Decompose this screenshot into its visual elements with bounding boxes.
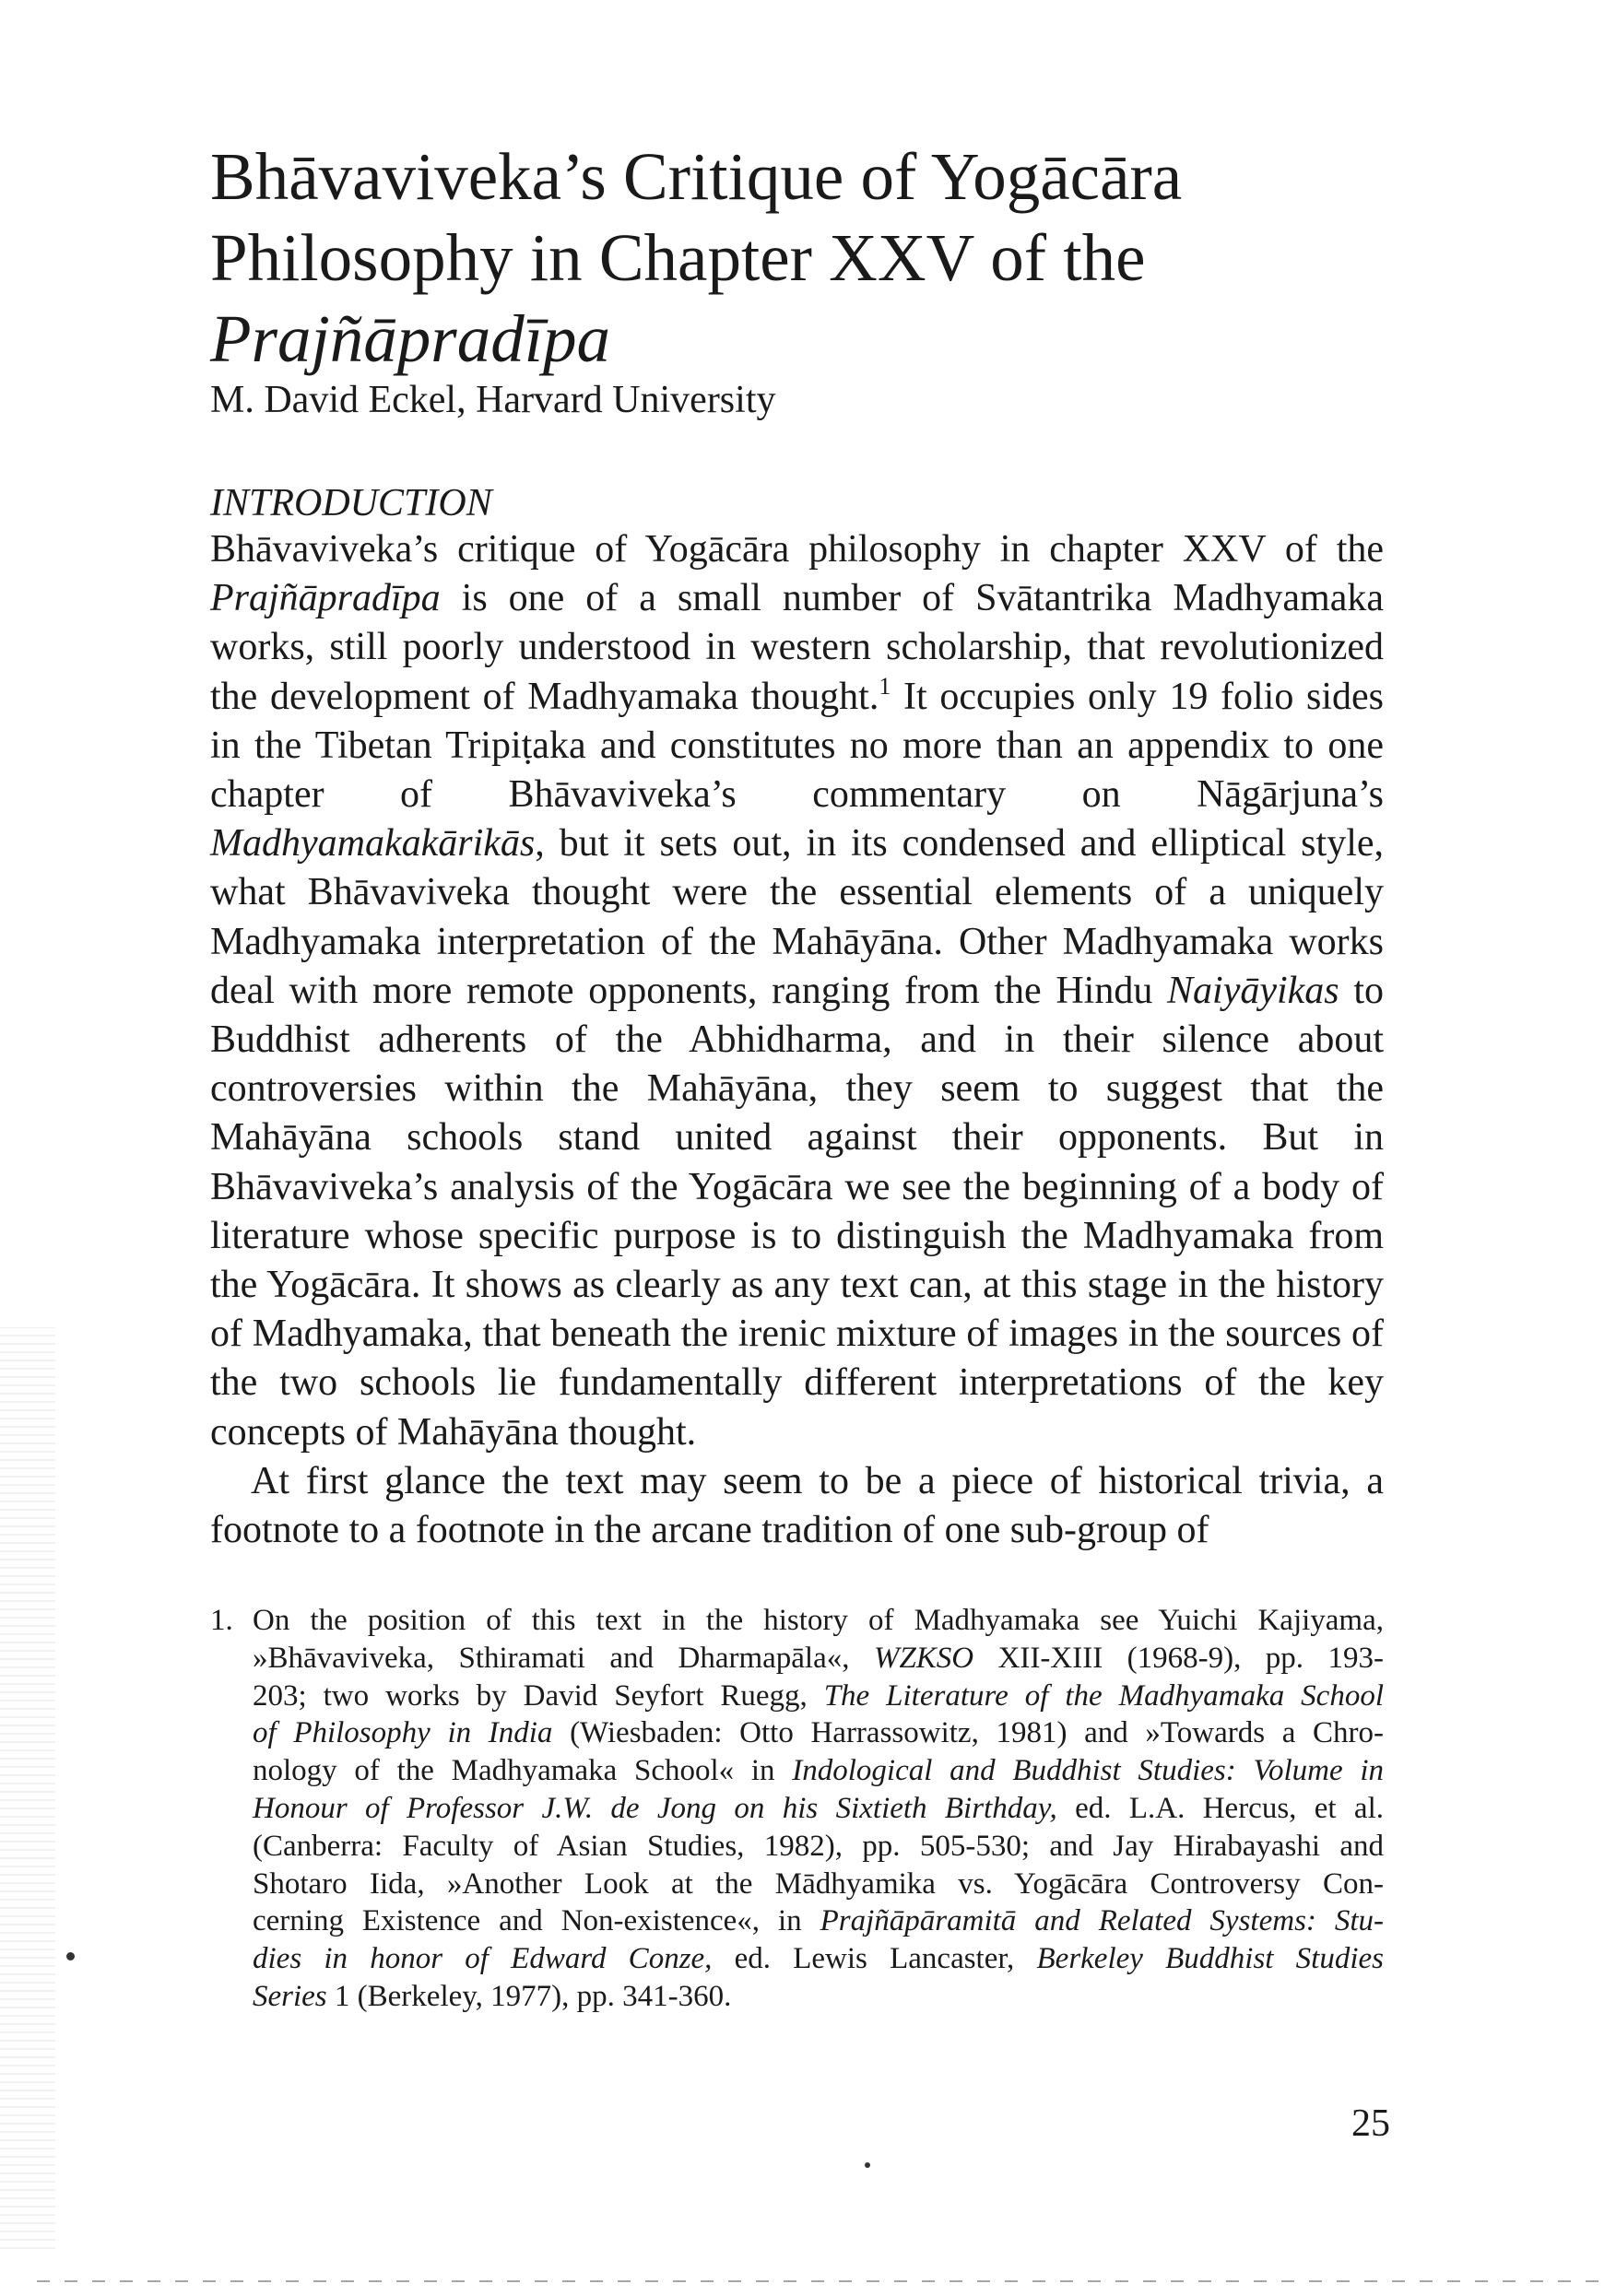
text-run: »Bhāvaviveka, Sthiramati and Dharmapāla«, (253, 1641, 874, 1675)
page-number: 25 (1351, 2102, 1390, 2145)
title-line-1: Bhāvaviveka’s Critique of Yogācāra (210, 139, 1183, 214)
text-run: , but it sets out, in its condensed and elliptical style, what Bhāvaviveka thought were the essential elements of a uniquely Madhyamaka interpretation of the Mahāyāna. Other Madhyamaka works deal with more remote opponents, ranging from the Hindu (210, 822, 1384, 1012)
footnote-line (253, 1940, 1384, 1978)
scan-speck (865, 2162, 870, 2168)
text-run: Shotaro Iida, »Another Look at the Mādhyamika vs. Yogācāra Controversy Con- (253, 1866, 1384, 1901)
footnote-line (253, 1678, 1384, 1715)
author-byline: M. David Eckel, Harvard University (210, 379, 776, 421)
footnote-text (253, 1602, 1384, 2016)
text-run: 1 (Berkeley, 1977), pp. 341-360. (326, 1979, 732, 2013)
scan-bottom-artifact (37, 2280, 1604, 2282)
italic-title: Prajñāpāramitā and Related Systems: Stu- (820, 1904, 1385, 1938)
italic-title: The Literature of the Madhyamaka School (823, 1678, 1384, 1713)
scan-edge-artifact (0, 1327, 55, 2249)
text-run: (Canberra: Faculty of Asian Studies, 1982), pp. 505-530; and Jay Hirabayashi and (253, 1829, 1384, 1863)
paragraph-1 (210, 525, 1384, 574)
title-line-2: Philosophy in Chapter XXV of the (210, 220, 1146, 295)
article-title (210, 136, 1316, 380)
text-run: 203; two works by David Seyfort Ruegg, (253, 1678, 824, 1713)
body-text (210, 525, 1384, 1555)
text-run: nology of the Madhyamaka School« in (253, 1754, 793, 1788)
footnote-1 (210, 1602, 1384, 2016)
text-run: to Buddhist adherents of the Abhidharma, and in their silence about controversies within the Mahāyāna, they seem to suggest that the Mahāyāna schools stand united against their opponents. But in Bhāvaviveka’s analysis of the Yogācāra we see the beginning of a body of literature whose specific purpose is to distinguish the Madhyamaka from the Yogācāra. It shows as clearly as any text can, at this stage in the history of Madhyamaka, that beneath the irenic mixture of images in the sources of the two schools lie fundamentally different interpretations of the key concepts of Mahāyāna thought. (210, 969, 1385, 1454)
footnote-line (253, 1866, 1384, 1903)
footnote-line (253, 1714, 1384, 1752)
italic-title: Prajñāpradīpa (210, 577, 441, 620)
text-run: (Wiesbaden: Otto Harrassowitz, 1981) and »Towards a Chro- (552, 1716, 1384, 1750)
italic-term: Naiyāyikas (1167, 969, 1339, 1012)
footnote-line (253, 1902, 1384, 1940)
italic-title: Berkeley Buddhist Studies (1036, 1942, 1385, 1976)
paragraph-2: At first glance the text may seem to be a piece of historical trivia, a footnote to a footnote in the arcane tradition of one sub-group of (210, 1459, 1384, 1552)
title-line-3: Prajñāpradīpa (210, 301, 610, 376)
text-run: On the position of this text in the history of Madhyamaka see Yuichi Kajiyama, (253, 1604, 1384, 1637)
text-run: is one of a small number of Svātantrika Madhyamaka works, still poorly understood in western scholarship, that revolutionized the development of Madhyamaka thought. (210, 577, 1384, 718)
text-run: ed. L.A. Hercus, et al. (1056, 1791, 1384, 1825)
text-run: cerning Existence and Non-existence«, in (253, 1904, 820, 1938)
footnote-line (253, 1640, 1384, 1678)
italic-title: dies in honor of Edward Conze, (253, 1942, 713, 1976)
text-run: ed. Lewis Lancaster, (712, 1942, 1037, 1976)
paragraph-1-cont (210, 574, 1384, 1457)
footnote-line (253, 1602, 1384, 1640)
italic-title: Indological and Buddhist Studies: Volume in (792, 1754, 1384, 1788)
italic-title: Series (253, 1979, 327, 2013)
italic-title: WZKSO (873, 1641, 974, 1675)
text-run: XII-XIII (1968-9), pp. 193- (973, 1641, 1385, 1675)
scan-speck (66, 1952, 75, 1960)
footnote-number: 1. (210, 1604, 233, 1637)
italic-title: Madhyamakakārikās (210, 822, 536, 865)
italic-title: of Philosophy in India (253, 1716, 553, 1750)
text-run: Bhāvaviveka’s critique of Yogācāra philosophy in chapter XXV of the (210, 528, 1384, 571)
section-heading: INTRODUCTION (210, 482, 492, 524)
footnote-line (253, 1978, 1384, 2016)
italic-title: Honour of Professor J.W. de Jong on his Sixtieth Birthday, (253, 1791, 1057, 1825)
footnote-line (253, 1828, 1384, 1866)
footnote-reference[interactable]: 1 (879, 672, 891, 700)
footnote-line (253, 1752, 1384, 1790)
footnote-line (253, 1790, 1384, 1828)
text-run: It occupies only 19 folio sides in the Tibetan Tripiṭaka and constitutes no more than an appendix to one chapter of Bhāvaviveka’s commentary on Nāgārjuna’s (210, 675, 1384, 817)
